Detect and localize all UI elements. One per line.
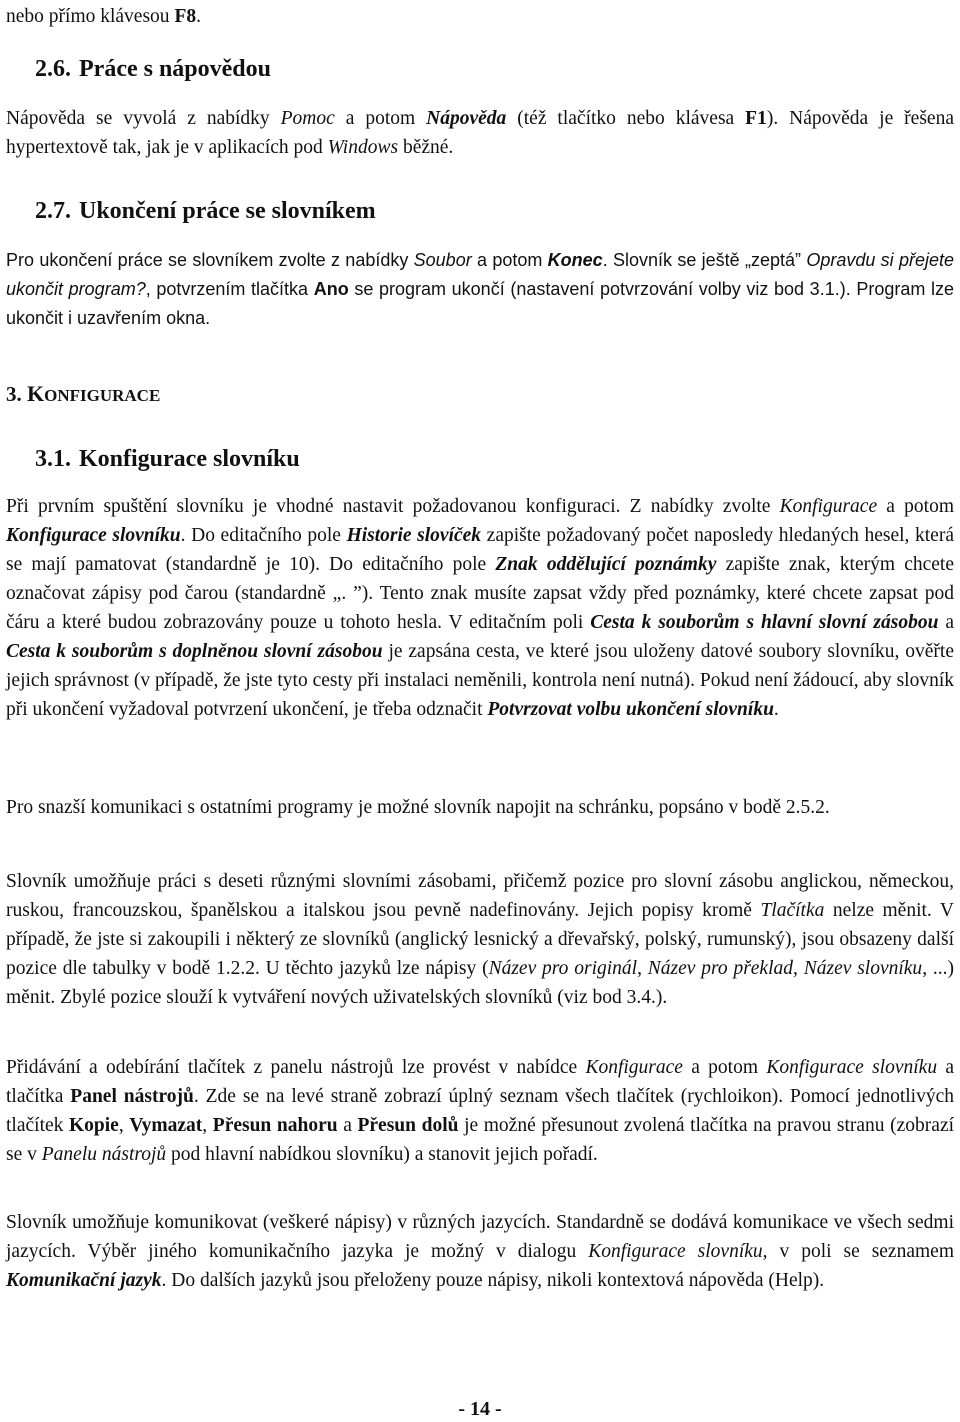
- text: Slovník umožňuje práci s deseti různými slovními zásobami, přičemž pozice pro slovní zásobu anglickou, německou, ruskou, francouzskou, španělskou a italskou jsou pevně nadefinovány. Jejich popisy kromě: [6, 871, 954, 921]
- item-nazev-slovniku: Název slovníku: [803, 958, 923, 979]
- text: . Slovník se ještě „zeptá”: [602, 250, 807, 270]
- field-cesta-doplnena: Cesta k souborům s doplněnou slovní zásobou: [6, 641, 383, 662]
- heading-number: 2.7.: [35, 198, 71, 224]
- paragraph-3-1-toolbar: [6, 1053, 954, 1169]
- field-cesta-hlavni: Cesta k souborům s hlavní slovní zásobou: [590, 612, 939, 633]
- paragraph-3-1-vocabularies: [6, 867, 954, 1012]
- chapter-number: 3.: [6, 382, 22, 406]
- button-vymazat: Vymazat: [129, 1115, 203, 1136]
- text: ). Nápověda je řešena hypertextově tak, jak je v aplikacích pod: [6, 108, 954, 158]
- text: Nápověda se vyvolá z nabídky: [6, 108, 281, 129]
- menu-konec: Konec: [547, 250, 603, 270]
- heading-number: 2.6.: [35, 56, 71, 82]
- text: se program ukončí (nastavení potvrzování volby viz bod 3.1.). Program lze ukončit i uzavřením okna.: [6, 279, 955, 328]
- heading-title: Ukončení práce se slovníkem: [79, 198, 376, 224]
- paragraph-3-1-config: [6, 492, 954, 724]
- button-presun-dolu: Přesun dolů: [357, 1115, 459, 1136]
- text: a potom: [471, 250, 548, 270]
- text: je zapsána cesta, ve které jsou uloženy datové soubory slovníku, ověřte jejich správnost (v případě, že jste tyto cesty při instalaci neměnili, kontrola není nutná). Pokud není žádoucí, aby slovník při ukončení vyžadoval potvrzení ukončení, je třeba odznačit: [6, 641, 954, 720]
- field-historie-slovicek: Historie slovíček: [346, 525, 482, 546]
- text: ,: [637, 958, 648, 979]
- text: . Zde se na levé straně zobrazí úplný seznam všech tlačítek (rychloikon). Pomocí jednotlivých tlačítek: [6, 1086, 954, 1136]
- field-komunikacni-jazyk: Komunikační jazyk: [6, 1270, 162, 1291]
- button-panel-nastroju: Panel nástrojů: [70, 1086, 194, 1107]
- heading-2-6: [35, 56, 271, 83]
- menu-konfigurace-slovniku: Konfigurace slovníku: [766, 1057, 938, 1078]
- text: (též tlačítko nebo klávesa: [506, 108, 746, 129]
- menu-konfigurace: Konfigurace: [585, 1057, 683, 1078]
- dialog-question: Opravdu si přejete ukončit program?: [6, 250, 955, 299]
- intro-text: nebo přímo klávesou: [6, 6, 175, 27]
- heading-title: Práce s nápovědou: [79, 56, 271, 82]
- text: Přidávání a odebírání tlačítek z panelu nástrojů lze provést v nabídce: [6, 1057, 586, 1078]
- text: , v poli se seznamem: [762, 1241, 954, 1262]
- text: Slovník umožňuje komunikovat (veškeré nápisy) v různých jazycích. Standardně se dodává komunikace ve všech sedmi jazycích. Výběr jiného komunikačního jazyka je možný v dialogu: [6, 1212, 954, 1262]
- os-windows: Windows: [327, 137, 399, 158]
- text: , potvrzením tlačítka: [145, 279, 314, 299]
- menu-soubor: Soubor: [413, 250, 472, 270]
- field-znak-oddelujici-poznamky: Znak oddělující poznámky: [495, 554, 717, 575]
- text: ,: [118, 1115, 130, 1136]
- menu-pomoc: Pomoc: [280, 108, 335, 129]
- text: Při prvním spuštění slovníku je vhodné nastavit požadovanou konfiguraci. Z nabídky zvolte: [6, 496, 780, 517]
- text: zapište znak, kterým chcete označovat zápisy pod čarou (standardně „. ”). Tento znak musíte zapsat vždy před poznámky, které chcete zapsat pod čáru a které budou zobrazovány pouze u tohoto hesla. V editačním poli: [6, 554, 954, 633]
- key-f8: F8: [174, 6, 197, 27]
- heading-number: 3.1.: [35, 446, 71, 472]
- option-potvrzovat: Potvrzovat volbu ukončení slovníku: [487, 699, 774, 720]
- text: .: [773, 699, 779, 720]
- text: a: [337, 1115, 358, 1136]
- heading-2-7: [35, 198, 376, 225]
- chapter-title-initial: K: [27, 381, 45, 406]
- paragraph-3-1-language: [6, 1208, 954, 1295]
- button-kopie: Kopie: [69, 1115, 119, 1136]
- text: a: [938, 612, 955, 633]
- text: nelze měnit. V případě, že jste si zakoupili i některý ze slovníků (anglický lesnický a dřevařský, polský, rumunský), jsou obsazeny další pozice dle tabulky v bodě 1.2.2. U těchto jazyků lze nápisy (: [6, 900, 954, 979]
- item-nazev-prekladu: Název pro překlad: [647, 958, 794, 979]
- text: běžné.: [398, 137, 454, 158]
- page-number: - 14 -: [458, 1398, 502, 1420]
- intro-dot: .: [196, 6, 201, 27]
- menu-napoveda: Nápověda: [426, 108, 507, 129]
- text: , ...) měnit. Zbylé pozice slouží k vytváření nových uživatelských slovníků (viz bod 3.4.).: [6, 958, 955, 1008]
- text: je možné přesunout zvolená tlačítka na pravou stranu (zobrazí se v: [6, 1115, 955, 1165]
- panel-nastroju: Panelu nástrojů: [41, 1144, 167, 1165]
- text: a potom: [334, 108, 427, 129]
- text: . Do editačního pole: [180, 525, 347, 546]
- item-nazev-originalu: Název pro originál: [488, 958, 638, 979]
- button-presun-nahoru: Přesun nahoru: [212, 1115, 338, 1136]
- text: a potom: [682, 1057, 767, 1078]
- text: ,: [202, 1115, 213, 1136]
- menu-konfigurace-slovniku: Konfigurace slovníku: [6, 525, 181, 546]
- intro-line: [6, 2, 954, 31]
- paragraph-2-7: [6, 246, 954, 333]
- button-ano: Ano: [313, 279, 349, 299]
- item-tlacitka: Tlačítka: [760, 900, 825, 921]
- paragraph-3-1-clipboard: Pro snazší komunikaci s ostatními programy je možné slovník napojit na schránku, popsáno v bodě 2.5.2.: [6, 797, 830, 818]
- text: ,: [793, 958, 804, 979]
- text: a potom: [877, 496, 954, 517]
- text: Pro ukončení práce se slovníkem zvolte z nabídky: [6, 250, 414, 270]
- text: zapište požadovaný počet naposledy hledaných hesel, která se mají pamatovat (standardně je 10). Do editačního pole: [6, 525, 954, 575]
- chapter-title-rest: ONFIGURACE: [44, 386, 161, 405]
- dialog-konfigurace-slovniku: Konfigurace slovníku: [588, 1241, 763, 1262]
- chapter-3-heading: [6, 381, 160, 407]
- heading-title: Konfigurace slovníku: [79, 446, 300, 472]
- text: . Do dalších jazyků jsou přeloženy pouze nápisy, nikoli kontextová nápověda (Help).: [161, 1270, 825, 1291]
- text: a tlačítka: [6, 1057, 955, 1107]
- text: pod hlavní nabídkou slovníku) a stanovit jejich pořadí.: [166, 1144, 598, 1165]
- paragraph-2-6: [6, 104, 954, 162]
- menu-konfigurace: Konfigurace: [779, 496, 878, 517]
- heading-3-1: [35, 446, 300, 473]
- key-f1: F1: [745, 108, 767, 129]
